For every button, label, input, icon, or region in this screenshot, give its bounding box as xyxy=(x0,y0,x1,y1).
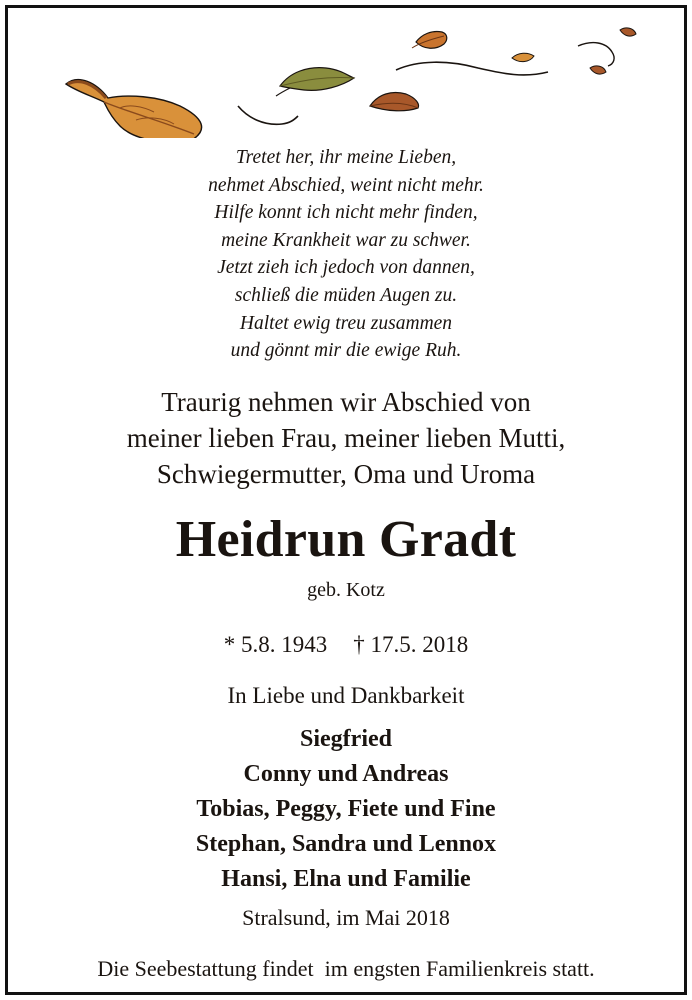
thanks-line: In Liebe und Dankbarkeit xyxy=(227,683,465,708)
poem-line: Haltet ewig treu zusammen xyxy=(239,312,453,334)
poem-line: meine Krankheit war zu schwer. xyxy=(221,229,471,251)
memorial-poem xyxy=(8,144,684,365)
poem-line: und gönnt mir die ewige Ruh. xyxy=(230,340,462,362)
deceased-name: Heidrun Gradt xyxy=(175,511,517,568)
mourner-line: Conny und Andreas xyxy=(243,761,449,787)
wind-swirl-right-icon xyxy=(578,43,614,66)
intro-line: Traurig nehmen wir Abschied von xyxy=(161,387,531,417)
poem-line: Hilfe konnt ich nicht mehr finden, xyxy=(214,202,478,224)
mourner-line: Stephan, Sandra und Lennox xyxy=(195,831,497,857)
place-date: Stralsund, im Mai 2018 xyxy=(242,905,450,930)
funeral-note: Die Seebestattung findet im engsten Familienkreis statt. xyxy=(97,956,595,981)
leaf-large-icon xyxy=(66,80,202,138)
farewell-intro xyxy=(8,384,684,492)
intro-line: meiner lieben Frau, meiner lieben Mutti, xyxy=(126,423,566,453)
maiden-name: geb. Kotz xyxy=(307,579,385,601)
death-date: † 17.5. 2018 xyxy=(353,632,469,657)
mourner-line: Hansi, Elna und Familie xyxy=(221,866,471,892)
poem-line: Jetzt zieh ich jedoch von dannen, xyxy=(217,257,475,279)
poem-line: nehmet Abschied, weint nicht mehr. xyxy=(208,174,484,196)
falling-leaves-illustration xyxy=(8,8,684,138)
leaf-tiny-icon xyxy=(590,28,636,74)
leaf-top-icon xyxy=(412,31,447,48)
life-dates xyxy=(8,630,684,660)
poem-line: schließ die müden Augen zu. xyxy=(234,284,458,306)
leaf-small-orange-icon xyxy=(512,53,534,61)
wind-swirl-icon xyxy=(238,106,298,124)
poem-line: Tretet her, ihr meine Lieben, xyxy=(235,147,457,168)
mourner-line: Tobias, Peggy, Fiete und Fine xyxy=(196,796,496,822)
leaf-small-brown-icon xyxy=(370,93,419,111)
wind-line-icon xyxy=(396,62,548,75)
mourners-list xyxy=(8,722,684,897)
leaf-green-icon xyxy=(276,68,354,96)
obituary-frame xyxy=(5,5,687,995)
mourner-line: Siegfried xyxy=(300,726,392,752)
birth-date: * 5.8. 1943 xyxy=(223,632,328,657)
intro-line: Schwiegermutter, Oma und Uroma xyxy=(156,459,536,489)
